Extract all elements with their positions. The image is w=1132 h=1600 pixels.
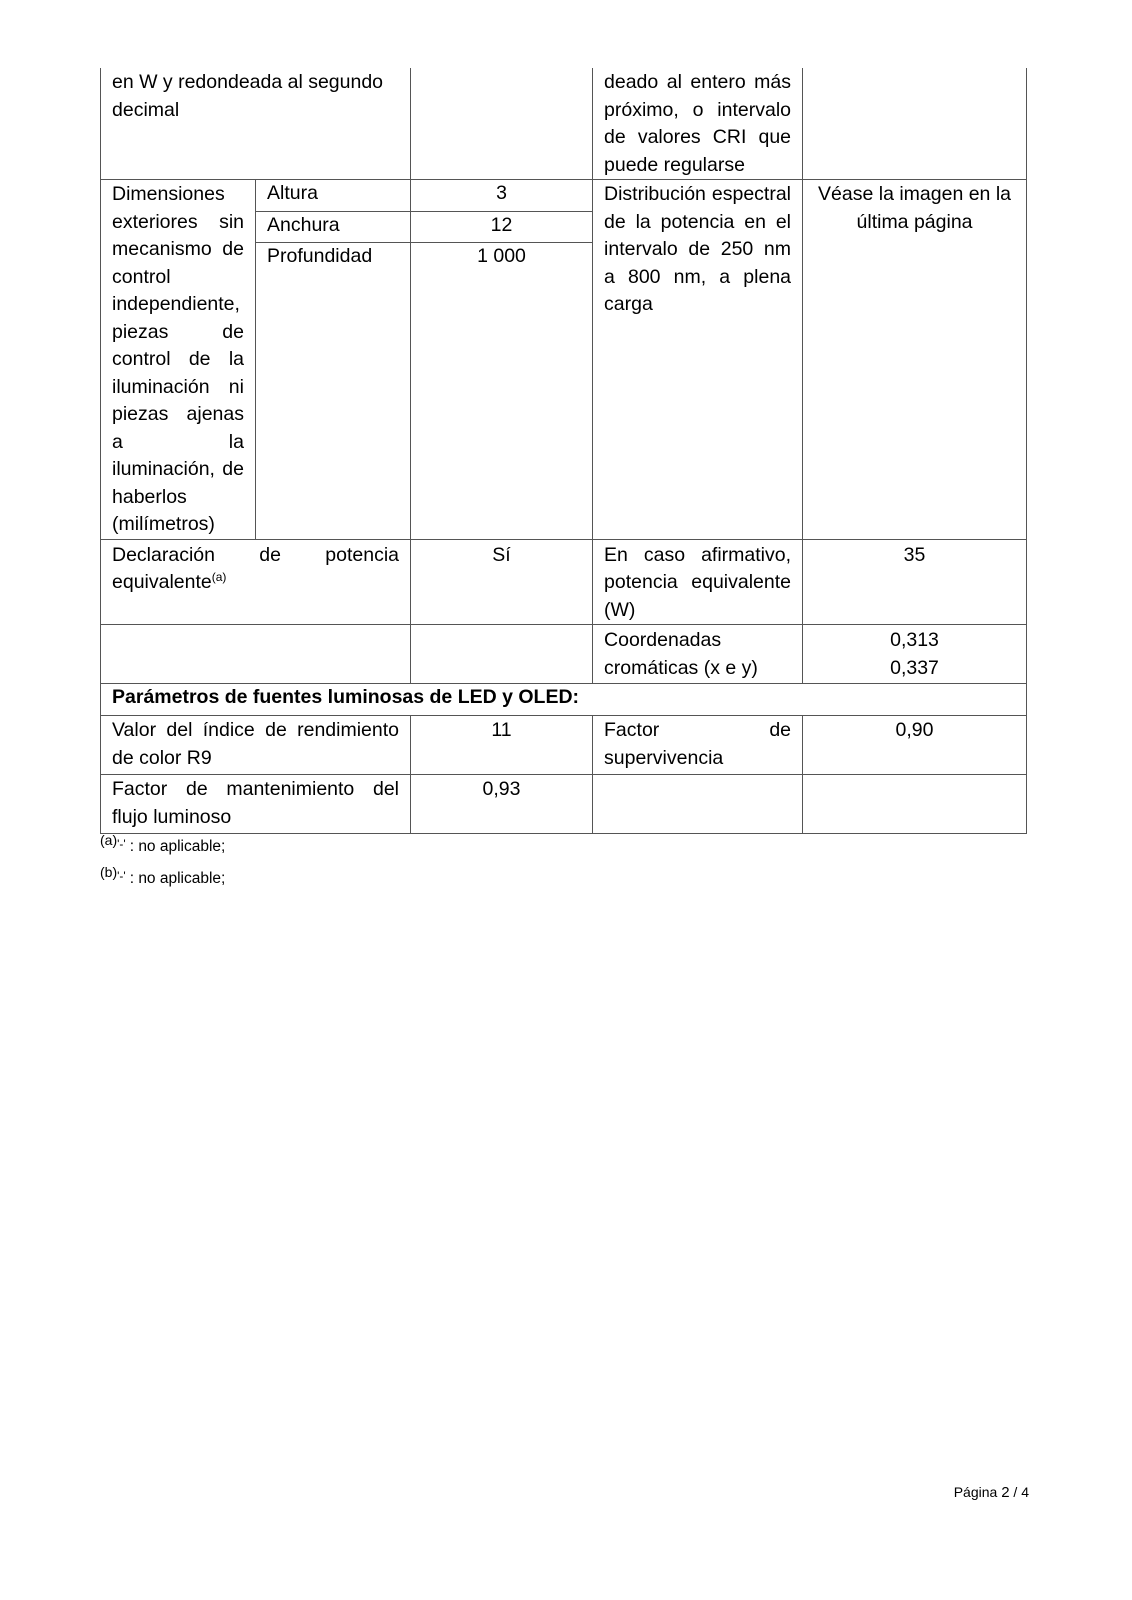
- cell-height-label: Altura: [256, 180, 411, 212]
- table-row: [101, 68, 1027, 180]
- cell-width-label: Anchura: [256, 211, 411, 243]
- section-led-heading: Parámetros de fuentes luminosas de LED y OLED:: [101, 684, 1027, 716]
- cell-continued-label: en W y redondeada al segundo decimal: [101, 68, 411, 180]
- cell-survival-label: Factor de supervivencia: [593, 716, 803, 775]
- cell-spectral-value: Véase la imagen en la última página: [803, 180, 1027, 540]
- footnote-text: : no aplicable;: [129, 870, 226, 887]
- cell-survival-value: 0,90: [803, 716, 1027, 775]
- cell-empty: [593, 775, 803, 834]
- table-row: [101, 716, 1027, 775]
- cell-height-value: 3: [411, 180, 593, 212]
- cell-empty: [803, 775, 1027, 834]
- cell-width-value: 12: [411, 211, 593, 243]
- table-row: [101, 775, 1027, 834]
- footnote-mark: (a): [100, 832, 118, 848]
- cell-flux-label: Factor de mantenimiento del flujo luminoso: [101, 775, 411, 834]
- page-number: [954, 1484, 1029, 1501]
- cell-depth-value: 1 000: [411, 243, 593, 539]
- footnote-dash: '-': [117, 837, 126, 851]
- equivalent-label-text: Declaración de potencia equivalente: [112, 543, 400, 593]
- cell-r9-label: Valor del índice de rendimiento de color R9: [101, 716, 411, 775]
- cell-equivalent-value: Sí: [411, 539, 593, 625]
- table-row: [101, 684, 1027, 716]
- document-page: [100, 68, 1026, 900]
- chromaticity-x-value: 0,313: [890, 629, 939, 651]
- page-number-current: 2: [1001, 1484, 1010, 1501]
- cell-dimensions-label: Dimensiones exteriores sin mecanismo de control independiente, piezas de control de la iluminación ni piezas ajenas a la iluminación, de haberlos (milímetros): [101, 180, 256, 540]
- cell-spectral-label: Distribución espectral de la potencia en el intervalo de 250 nm a 800 nm, a plena carga: [593, 180, 803, 540]
- table-row: [101, 180, 1027, 212]
- footnote-b: [100, 864, 1026, 900]
- table-row: [101, 625, 1027, 684]
- cell-flux-value: 0,93: [411, 775, 593, 834]
- page-number-total: / 4: [1013, 1484, 1029, 1500]
- cell-chromaticity-label: Coordenadas cromáticas (x e y): [593, 625, 803, 684]
- cell-empty: [411, 625, 593, 684]
- cell-empty: [411, 68, 593, 180]
- cell-empty: [101, 625, 411, 684]
- cell-continued-right: deado al entero más próximo, o intervalo de valores CRI que puede regularse: [593, 68, 803, 180]
- footnote-text: : no aplicable;: [129, 838, 226, 855]
- cell-chromaticity-value: [803, 625, 1027, 684]
- cell-equivalent-label: [101, 539, 411, 625]
- cell-equivalent-power-value: 35: [803, 539, 1027, 625]
- cell-empty: [803, 68, 1027, 180]
- footnote-mark: (b): [100, 864, 118, 880]
- table-row: [101, 539, 1027, 625]
- footnote-dash: '-': [117, 869, 126, 883]
- cell-equivalent-power-label: En caso afirmativo, potencia equivalente (W): [593, 539, 803, 625]
- footnote-a: [100, 832, 1026, 868]
- product-info-table: [100, 68, 1027, 834]
- page-number-label: Página: [953, 1484, 998, 1500]
- cell-depth-label: Profundidad: [256, 243, 411, 539]
- chromaticity-y-value: 0,337: [890, 656, 939, 679]
- cell-r9-value: 11: [411, 716, 593, 775]
- footnotes: [100, 832, 1026, 900]
- footnote-ref-a: (a): [211, 570, 227, 584]
